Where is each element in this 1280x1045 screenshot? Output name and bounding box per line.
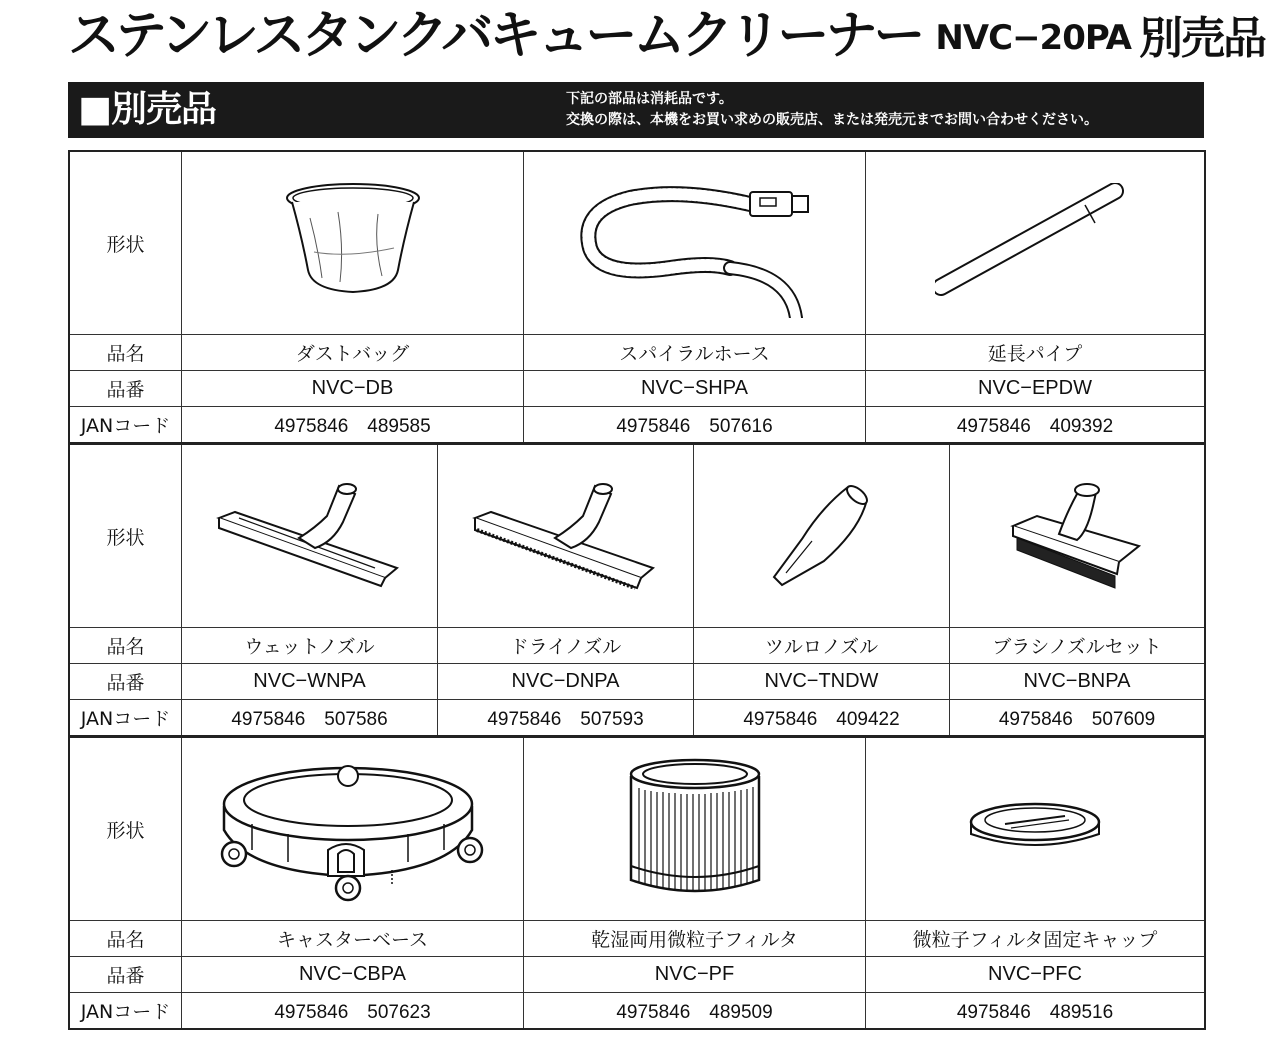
crevice-nozzle-icon	[762, 481, 882, 591]
item-name: スパイラルホース	[524, 335, 866, 371]
item-image-cell	[524, 152, 866, 335]
note-line-1: 下記の部品は消耗品です。	[566, 91, 733, 107]
item-jan-code: 4975846 507609	[998, 709, 1156, 730]
caster-base-icon	[208, 754, 498, 904]
item-part-no: NVC−PF	[524, 957, 866, 993]
item-name: ツルロノズル	[694, 628, 950, 664]
item-part-no: NVC−WNPA	[182, 664, 438, 700]
item-part-no: NVC−TNDW	[694, 664, 950, 700]
item-image-cell	[524, 738, 866, 921]
row-label-jan: JANコード	[70, 700, 182, 735]
item-name: ブラシノズルセット	[950, 628, 1204, 664]
title-suffix: 別売品	[1138, 13, 1265, 64]
item-name: キャスターベース	[182, 921, 524, 957]
row-label-name: 品名	[70, 335, 182, 371]
item-image-cell	[438, 445, 694, 628]
filter-icon	[625, 754, 765, 904]
page-title	[68, 2, 1265, 70]
item-image-cell	[866, 738, 1204, 921]
item-jan-code: 4975846 489585	[182, 407, 524, 442]
item-image-cell	[182, 445, 438, 628]
item-name: 微粒子フィルタ固定キャップ	[866, 921, 1204, 957]
item-part-no: NVC−DB	[182, 371, 524, 407]
item-image-cell	[950, 445, 1204, 628]
item-jan-code: 4975846 507593	[438, 700, 694, 735]
wet-nozzle-icon	[215, 476, 405, 596]
section-heading: ■別売品	[78, 89, 217, 130]
item-part-no: NVC−BNPA	[950, 664, 1204, 700]
item-jan-code: 4975846 507623	[182, 993, 524, 1028]
row-label-part-no: 品番	[70, 664, 182, 700]
item-part-no: NVC−EPDW	[866, 371, 1204, 407]
item-name: ウェットノズル	[182, 628, 438, 664]
item-name: 乾湿両用微粒子フィルタ	[524, 921, 866, 957]
item-part-no: NVC−DNPA	[438, 664, 694, 700]
row-label-jan: JANコード	[70, 407, 182, 442]
row-label-shape: 形状	[70, 152, 182, 335]
item-name: ダストバッグ	[182, 335, 524, 371]
title-product-name: ステンレスタンクバキュームクリーナー	[68, 6, 922, 66]
section-header-bar	[68, 82, 1204, 138]
dust-bag-icon	[278, 178, 428, 308]
parts-table-section-1	[68, 150, 1206, 444]
row-label-name: 品名	[70, 628, 182, 664]
item-image-cell	[182, 152, 524, 335]
row-label-shape: 形状	[70, 445, 182, 628]
spiral-hose-icon	[560, 168, 830, 318]
item-image-cell	[694, 445, 950, 628]
item-image-cell	[182, 738, 524, 921]
row-label-name: 品名	[70, 921, 182, 957]
note-line-2: 交換の際は、本機をお買い求めの販売店、または発売元までお問い合わせください。	[566, 112, 1098, 128]
row-label-part-no: 品番	[70, 371, 182, 407]
row-label-shape: 形状	[70, 738, 182, 921]
item-jan-code: 4975846 489509	[524, 993, 866, 1028]
filter-cap-icon	[965, 794, 1105, 864]
item-jan-code: 4975846 507616	[524, 407, 866, 442]
title-model: NVC−20PA	[935, 18, 1131, 58]
item-jan-code: 4975846 409422	[694, 700, 950, 735]
item-name: 延長パイプ	[866, 335, 1204, 371]
parts-table-section-3	[68, 736, 1206, 1030]
consumables-note	[566, 89, 1098, 131]
item-jan-code: 4975846 507586	[182, 700, 438, 735]
brush-nozzle-icon	[1007, 476, 1147, 596]
item-part-no: NVC−SHPA	[524, 371, 866, 407]
item-name: ドライノズル	[438, 628, 694, 664]
item-image-cell	[866, 152, 1204, 335]
item-jan-code: 4975846 409392	[956, 416, 1114, 437]
item-part-no: NVC−CBPA	[182, 957, 524, 993]
parts-table-section-2	[68, 443, 1206, 737]
item-part-no: NVC−PFC	[866, 957, 1204, 993]
dry-nozzle-icon	[471, 476, 661, 596]
row-label-part-no: 品番	[70, 957, 182, 993]
item-jan-code: 4975846 489516	[956, 1002, 1114, 1023]
extension-pipe-icon	[935, 183, 1135, 303]
row-label-jan: JANコード	[70, 993, 182, 1028]
